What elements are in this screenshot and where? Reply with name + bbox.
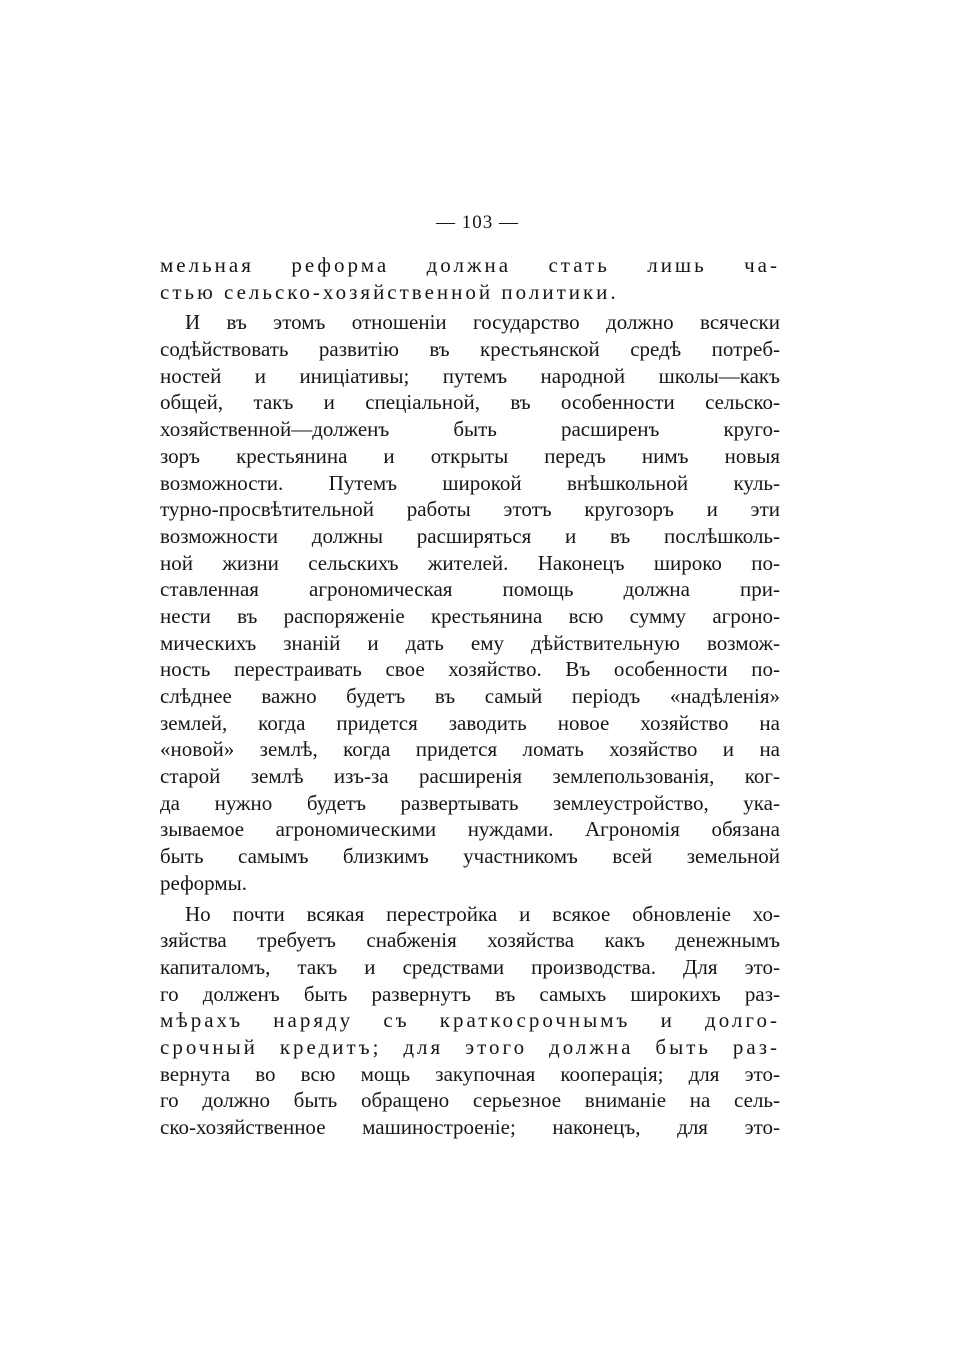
text-line: ностей и иниціативы; путемъ народной школы—какъ [160, 363, 780, 388]
text-line: зоръ крестьянина и открыты передъ нимъ новыя [160, 443, 780, 468]
text-line: мѣрахъ наряду съ краткосрочнымъ и долго- [160, 1008, 780, 1033]
text-line: нести въ распоряженіе крестьянина всю сумму агроно- [160, 603, 780, 628]
text-line: возможности должны расширяться и въ послѣшколь- [160, 523, 780, 548]
text-line: го должно быть обращено серьезное вниманіе на сель- [160, 1088, 780, 1113]
text-line: слѣднее важно будетъ въ самый періодъ «надѣленія» [160, 684, 780, 708]
paragraph-first-line: Но почти всякая перестройка и всякое обновленіе хо- [185, 901, 780, 926]
text-line: хозяйственной—долженъ быть расширенъ круго- [160, 417, 780, 442]
body-text [160, 252, 780, 1141]
text-line: возможности. Путемъ широкой внѣшкольной куль- [160, 470, 780, 495]
text-line: го долженъ быть развернутъ въ самыхъ широкихъ раз- [160, 981, 780, 1006]
paragraph-first-line: И въ этомъ отношеніи государство должно всячески [185, 310, 780, 335]
text-line: быть самымъ близкимъ участникомъ всей земельной [160, 844, 780, 869]
page-number: — 103 — [436, 212, 519, 233]
text-line: зяйства требуетъ снабженія хозяйства какъ денежнымъ [160, 928, 780, 953]
text-line: ность перестраивать свое хозяйство. Въ особенности по- [160, 657, 780, 682]
text-line: мическихъ знаній и дать ему дѣйствительную возмож- [160, 630, 780, 655]
text-line: вернута во всю мощь закупочная кооперація; для это- [160, 1061, 780, 1086]
text-line: турно-просвѣтительной работы этотъ кругозоръ и эти [160, 497, 780, 522]
text-line: ной жизни сельскихъ жителей. Наконецъ широко по- [160, 550, 780, 575]
text-line: содѣйствовать развитію въ крестьянской средѣ потреб- [160, 337, 780, 362]
text-line: да нужно будетъ развертывать землеустройство, ука- [160, 790, 780, 815]
text-line: реформы. [160, 870, 248, 895]
text-line: срочный кредитъ; для этого должна быть раз- [160, 1034, 780, 1059]
text-line: старой землѣ изъ-за расширенія землепользованія, ког- [160, 764, 780, 789]
text-line: общей, такъ и спеціальной, въ особенности сельско- [160, 390, 780, 415]
text-line: ско-хозяйственное машиностроеніе; наконецъ, для это- [160, 1115, 780, 1139]
text-line: землей, когда придется заводить новое хозяйство на [160, 710, 780, 735]
text-line: капиталомъ, такъ и средствами производства. Для это- [160, 954, 780, 979]
text-line: зываемое агрономическими нуждами. Агрономія обязана [160, 817, 780, 842]
text-line: мельная реформа должна стать лишь ча- [160, 253, 780, 277]
text-line: ставленная агрономическая помощь должна при- [160, 577, 780, 602]
text-line: «новой» землѣ, когда придется ломать хозяйство и на [160, 737, 780, 762]
text-line: стью сельско-хозяйственной политики. [160, 279, 619, 304]
